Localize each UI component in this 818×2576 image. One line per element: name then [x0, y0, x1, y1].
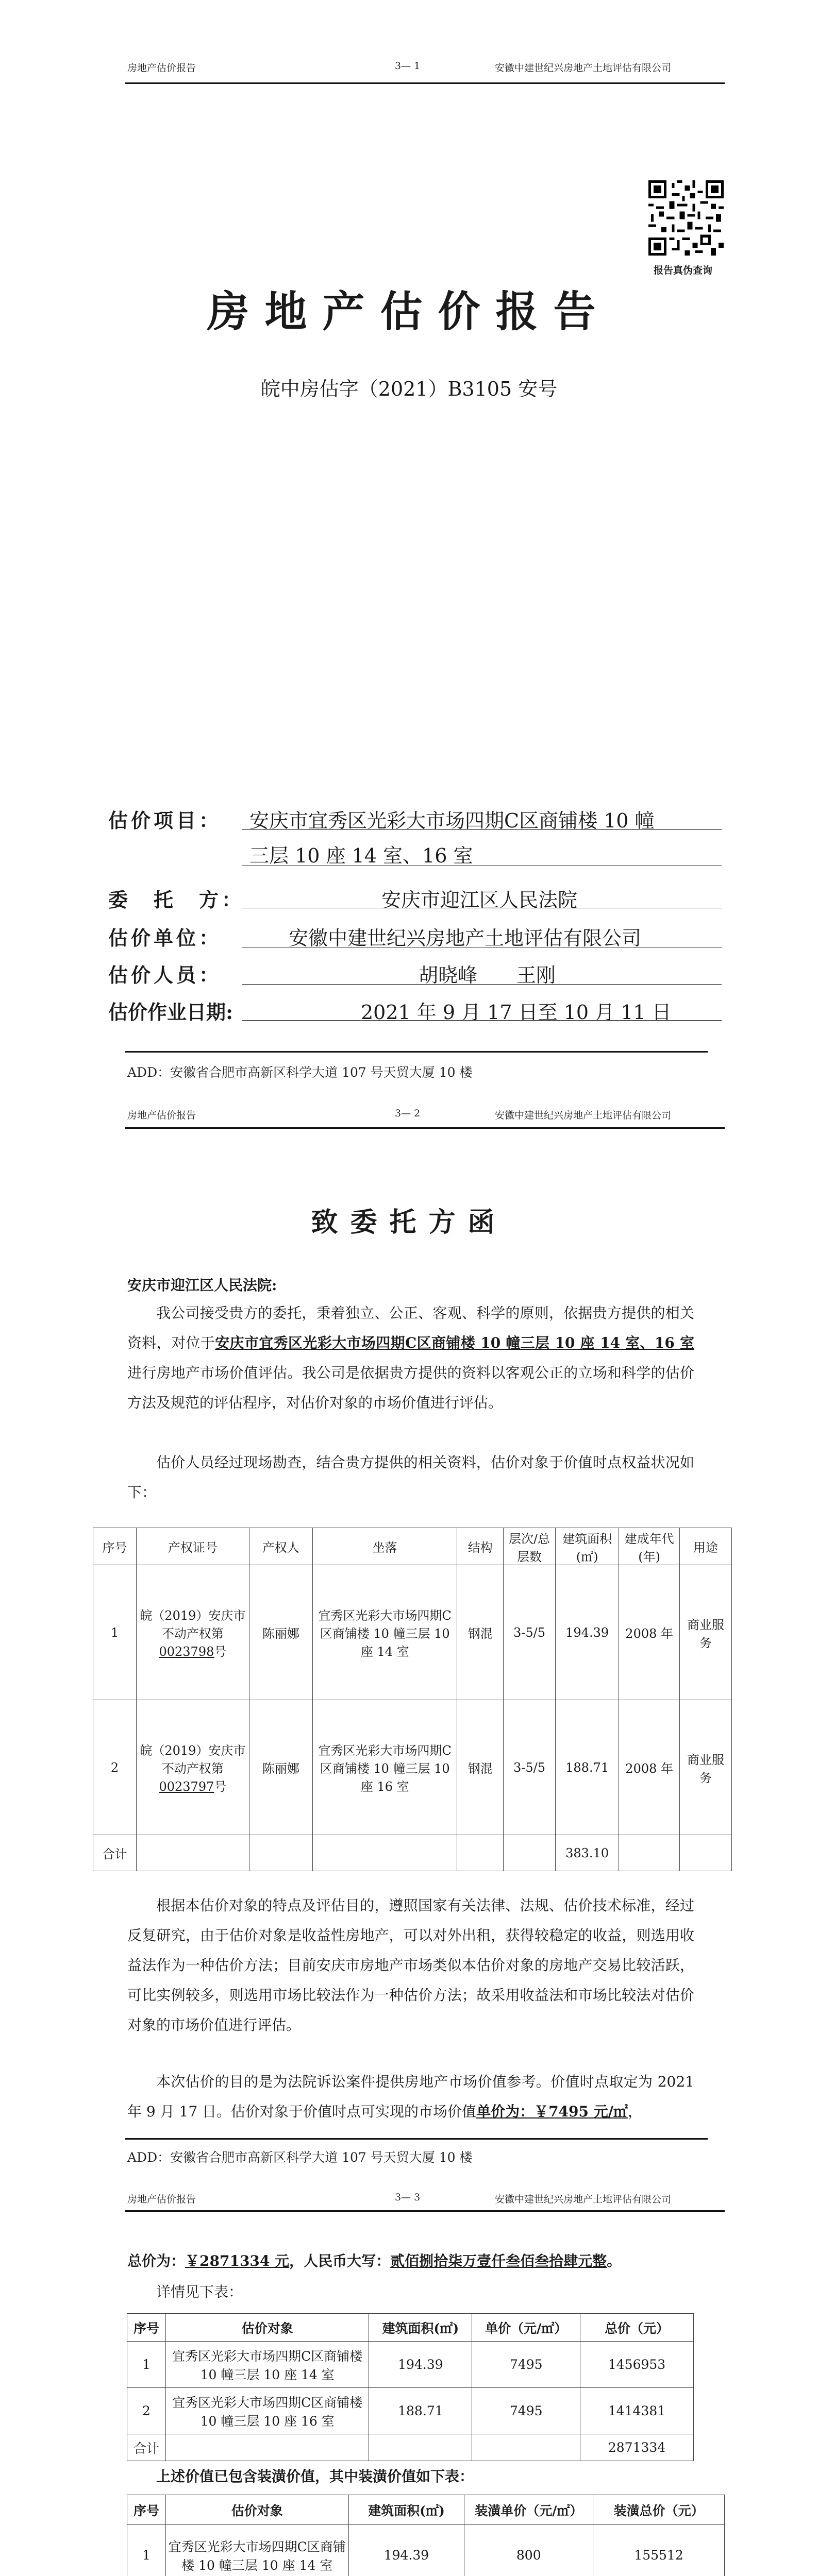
col-header: 序号	[127, 2314, 166, 2342]
header-right-3: 安徽中建世纪兴房地产土地评估有限公司	[495, 2194, 672, 2205]
cell-grand-total: 2871334	[580, 2434, 694, 2461]
cell-area: 188.71	[555, 1700, 619, 1835]
cell-total-label: 合计	[127, 2434, 166, 2461]
cell-location: 宜秀区光彩大市场四期C区商铺楼 10 幢三层 10 座 16 室	[313, 1700, 457, 1835]
cell-unit-price: 7495	[472, 2388, 580, 2434]
cert-suffix: 号	[214, 1780, 227, 1794]
cell-floor: 3-5/5	[504, 1700, 556, 1835]
col-header: 用途	[680, 1528, 732, 1565]
cell-total-price: 1414381	[580, 2388, 694, 2434]
appraiser-unit-value: 安徽中建世纪兴房地产土地评估有限公司	[289, 927, 642, 950]
work-date-value: 2021 年 9 月 17 日至 10 月 11 日	[361, 1001, 672, 1024]
empty-cell	[472, 2434, 580, 2461]
empty-cell	[165, 2434, 369, 2461]
p4-text-c: ，	[627, 2103, 642, 2120]
table-total-row	[127, 2434, 694, 2461]
p1-property-address: 安庆市宜秀区光彩大市场四期C区商铺楼 10 幢三层 10 座 14 室、16 室	[215, 1334, 694, 1351]
col-header: 序号	[93, 1528, 137, 1565]
table-header-row	[93, 1528, 732, 1565]
empty-cell	[137, 1835, 249, 1871]
footer-address-2: ADD：安徽省合肥市高新区科学大道 107 号天贸大厦 10 楼	[127, 2150, 473, 2165]
cell-unit-price: 7495	[472, 2342, 580, 2388]
cert-text: 皖（2019）安庆市不动产权第	[140, 1743, 246, 1776]
header-right-2: 安徽中建世纪兴房地产土地评估有限公司	[495, 1110, 672, 1121]
report-doc-number: 皖中房估字（2021）B3105 安号	[260, 378, 558, 400]
appraisers-value: 胡晓峰 王刚	[419, 964, 556, 987]
client-value: 安庆市迎江区人民法院	[381, 889, 578, 911]
cell-no: 1	[93, 1565, 137, 1700]
letter-addressee: 安庆市迎江区人民法院:	[127, 1277, 277, 1294]
work-date-label: 估价作业日期:	[108, 1001, 233, 1024]
p4-text-a: 本次估价的目的是为法院诉讼案件提供房地产市场价值参考。价值时点取定为 2021 年 9 月 17 日。估价对象于价值时点可实现的市场价值	[127, 2073, 694, 2120]
qr-caption: 报告真伪查询	[654, 265, 713, 276]
valuation-table	[127, 2313, 694, 2461]
cell-area: 188.71	[369, 2388, 472, 2434]
cell-total-price: 1456953	[580, 2342, 694, 2388]
cell-year: 2008 年	[619, 1565, 680, 1700]
col-header: 估价对象	[165, 2495, 348, 2525]
header-right: 安徽中建世纪兴房地产土地评估有限公司	[495, 62, 672, 74]
col-header: 估价对象	[165, 2314, 369, 2342]
header-rule	[125, 82, 725, 84]
appraisers-label: 估价人员：	[108, 963, 222, 987]
cell-area: 194.39	[348, 2525, 464, 2576]
empty-cell	[680, 1835, 732, 1871]
decoration-table	[127, 2495, 725, 2576]
table-header-row	[127, 2495, 725, 2525]
cell-no: 1	[127, 2525, 166, 2576]
letter-title: 致委托方函	[311, 1207, 507, 1238]
cell-decoration-unit-price: 800	[464, 2525, 593, 2576]
empty-cell	[504, 1835, 556, 1871]
empty-cell	[369, 2434, 472, 2461]
cell-structure: 钢混	[457, 1565, 504, 1700]
footer-rule-2	[125, 2138, 708, 2140]
col-header: 坐落	[313, 1528, 457, 1565]
letter-paragraph-1	[127, 1298, 694, 1418]
col-header: 序号	[127, 2495, 166, 2525]
cell-total-label: 合计	[93, 1835, 137, 1871]
cell-year: 2008 年	[619, 1700, 680, 1835]
col-header: 层次/总层数	[504, 1528, 556, 1565]
cell-no: 1	[127, 2342, 166, 2388]
cell-object: 宜秀区光彩大市场四期C区商铺楼 10 幢三层 10 座 14 室	[165, 2525, 348, 2576]
cell-object: 宜秀区光彩大市场四期C区商铺楼 10 幢三层 10 座 14 室	[165, 2342, 369, 2388]
cert-number: 0023798	[159, 1645, 214, 1659]
table-row	[127, 2342, 694, 2388]
table-row	[93, 1565, 732, 1700]
project-value: 安庆市宜秀区光彩大市场四期C区商铺楼 10 幢	[249, 809, 655, 832]
table-total-row	[93, 1835, 732, 1871]
cell-use: 商业服务	[680, 1565, 732, 1700]
col-header: 建成年代(年)	[619, 1528, 680, 1565]
cert-suffix: 号	[214, 1645, 227, 1659]
cell-structure: 钢混	[457, 1700, 504, 1835]
project-label: 估价项目：	[108, 809, 222, 832]
cell-area: 194.39	[369, 2342, 472, 2388]
letter-paragraph-2: 估价人员经过现场勘查，结合贵方提供的相关资料，估价对象于价值时点权益状况如下：	[127, 1454, 694, 1501]
total-price-end: 。	[607, 2252, 622, 2269]
appraiser-unit-label: 估价单位：	[108, 926, 222, 950]
decoration-intro: 上述价值已包含装潢价值，其中装潢价值如下表：	[156, 2468, 474, 2485]
header-page-number-2: 3— 2	[395, 1108, 421, 1119]
client-label: 委 托 方：	[108, 888, 245, 911]
cell-owner: 陈丽娜	[249, 1700, 312, 1835]
col-header: 建筑面积(㎡)	[348, 2495, 464, 2525]
col-header: 总价（元）	[580, 2314, 694, 2342]
header-left-2: 房地产估价报告	[127, 1110, 196, 1121]
header-rule-2	[125, 1127, 725, 1129]
total-price-value: ￥2871334 元	[185, 2252, 290, 2269]
cell-decoration-total: 155512	[593, 2525, 725, 2576]
p1-text-a: 我公司接受贵方的委托，秉着独立、公正、客观、科学的原则，依据贵方提供的相关资料，对位于	[127, 1304, 694, 1351]
header-page-number-3: 3— 3	[395, 2192, 421, 2203]
project-underline	[242, 829, 722, 830]
header-left-3: 房地产估价报告	[127, 2194, 196, 2205]
letter-paragraph-3: 根据本估价对象的特点及评估目的，遵照国家有关法律、法规、估价技术标准，经过反复研究，由于估价对象是收益性房地产，可以对外出租，获得较稳定的收益，则选用收益法作为一种估价方法；目前安庆市房地产市场类似本估价对象的房地产交易比较活跃，可比实例较多，则选用市场比较法作为一种估价方法；故采用收益法和市场比较法对估价对象的市场价值进行评估。	[127, 1897, 694, 2033]
col-header: 建筑面积(㎡)	[555, 1528, 619, 1565]
empty-cell	[313, 1835, 457, 1871]
detail-label: 详情见下表：	[156, 2283, 243, 2300]
col-header: 装潢总价（元）	[593, 2495, 725, 2525]
cell-owner: 陈丽娜	[249, 1565, 312, 1700]
header-left: 房地产估价报告	[127, 62, 196, 74]
cell-area: 194.39	[555, 1565, 619, 1700]
cert-text: 皖（2019）安庆市不动产权第	[140, 1608, 246, 1641]
col-header: 产权人	[249, 1528, 312, 1565]
letter-paragraph-4	[127, 2067, 694, 2127]
total-price-rmb-label: ，人民币大写：	[289, 2252, 391, 2269]
cell-object: 宜秀区光彩大市场四期C区商铺楼 10 幢三层 10 座 16 室	[165, 2388, 369, 2434]
appraisers-underline	[242, 984, 722, 985]
report-title: 房地产估价报告	[207, 287, 611, 336]
table-row	[93, 1700, 732, 1835]
col-header: 产权证号	[137, 1528, 249, 1565]
table-row	[127, 2525, 725, 2576]
project-value-line2: 三层 10 座 14 室、16 室	[249, 844, 473, 867]
total-price-label: 总价为：	[127, 2252, 186, 2269]
unit-price-value: 单价为：￥7495 元/㎡	[476, 2103, 628, 2120]
property-rights-table	[93, 1528, 732, 1871]
header-page-number: 3— 1	[395, 60, 421, 72]
col-header: 结构	[457, 1528, 504, 1565]
total-price-line	[127, 2246, 621, 2276]
cell-location: 宜秀区光彩大市场四期C区商铺楼 10 幢三层 10 座 14 室	[313, 1565, 457, 1700]
col-header: 建筑面积(㎡)	[369, 2314, 472, 2342]
cell-total-area: 383.10	[555, 1835, 619, 1871]
footer-rule-1	[125, 1051, 708, 1053]
work-date-underline	[242, 1020, 722, 1021]
col-header: 单价（元/㎡）	[472, 2314, 580, 2342]
qr-code-icon	[648, 180, 724, 256]
header-rule-3	[125, 2210, 725, 2212]
cell-no: 2	[93, 1700, 137, 1835]
empty-cell	[619, 1835, 680, 1871]
cell-cert	[137, 1700, 249, 1835]
empty-cell	[457, 1835, 504, 1871]
empty-cell	[249, 1835, 312, 1871]
cell-cert	[137, 1565, 249, 1700]
cell-floor: 3-5/5	[504, 1565, 556, 1700]
table-header-row	[127, 2314, 694, 2342]
cell-no: 2	[127, 2388, 166, 2434]
p1-text-c: 进行房地产市场价值评估。我公司是依据贵方提供的资料以客观公正的立场和科学的估价方法及规范的评估程序，对估价对象的市场价值进行评估。	[127, 1364, 694, 1411]
footer-address-1: ADD：安徽省合肥市高新区科学大道 107 号天贸大厦 10 楼	[127, 1065, 473, 1080]
col-header: 装潢单价（元/㎡）	[464, 2495, 593, 2525]
cell-use: 商业服务	[680, 1700, 732, 1835]
table-row	[127, 2388, 694, 2434]
total-price-rmb-value: 贰佰捌拾柒万壹仟叁佰叁拾肆元整	[390, 2252, 607, 2269]
cert-number: 0023797	[159, 1780, 214, 1794]
